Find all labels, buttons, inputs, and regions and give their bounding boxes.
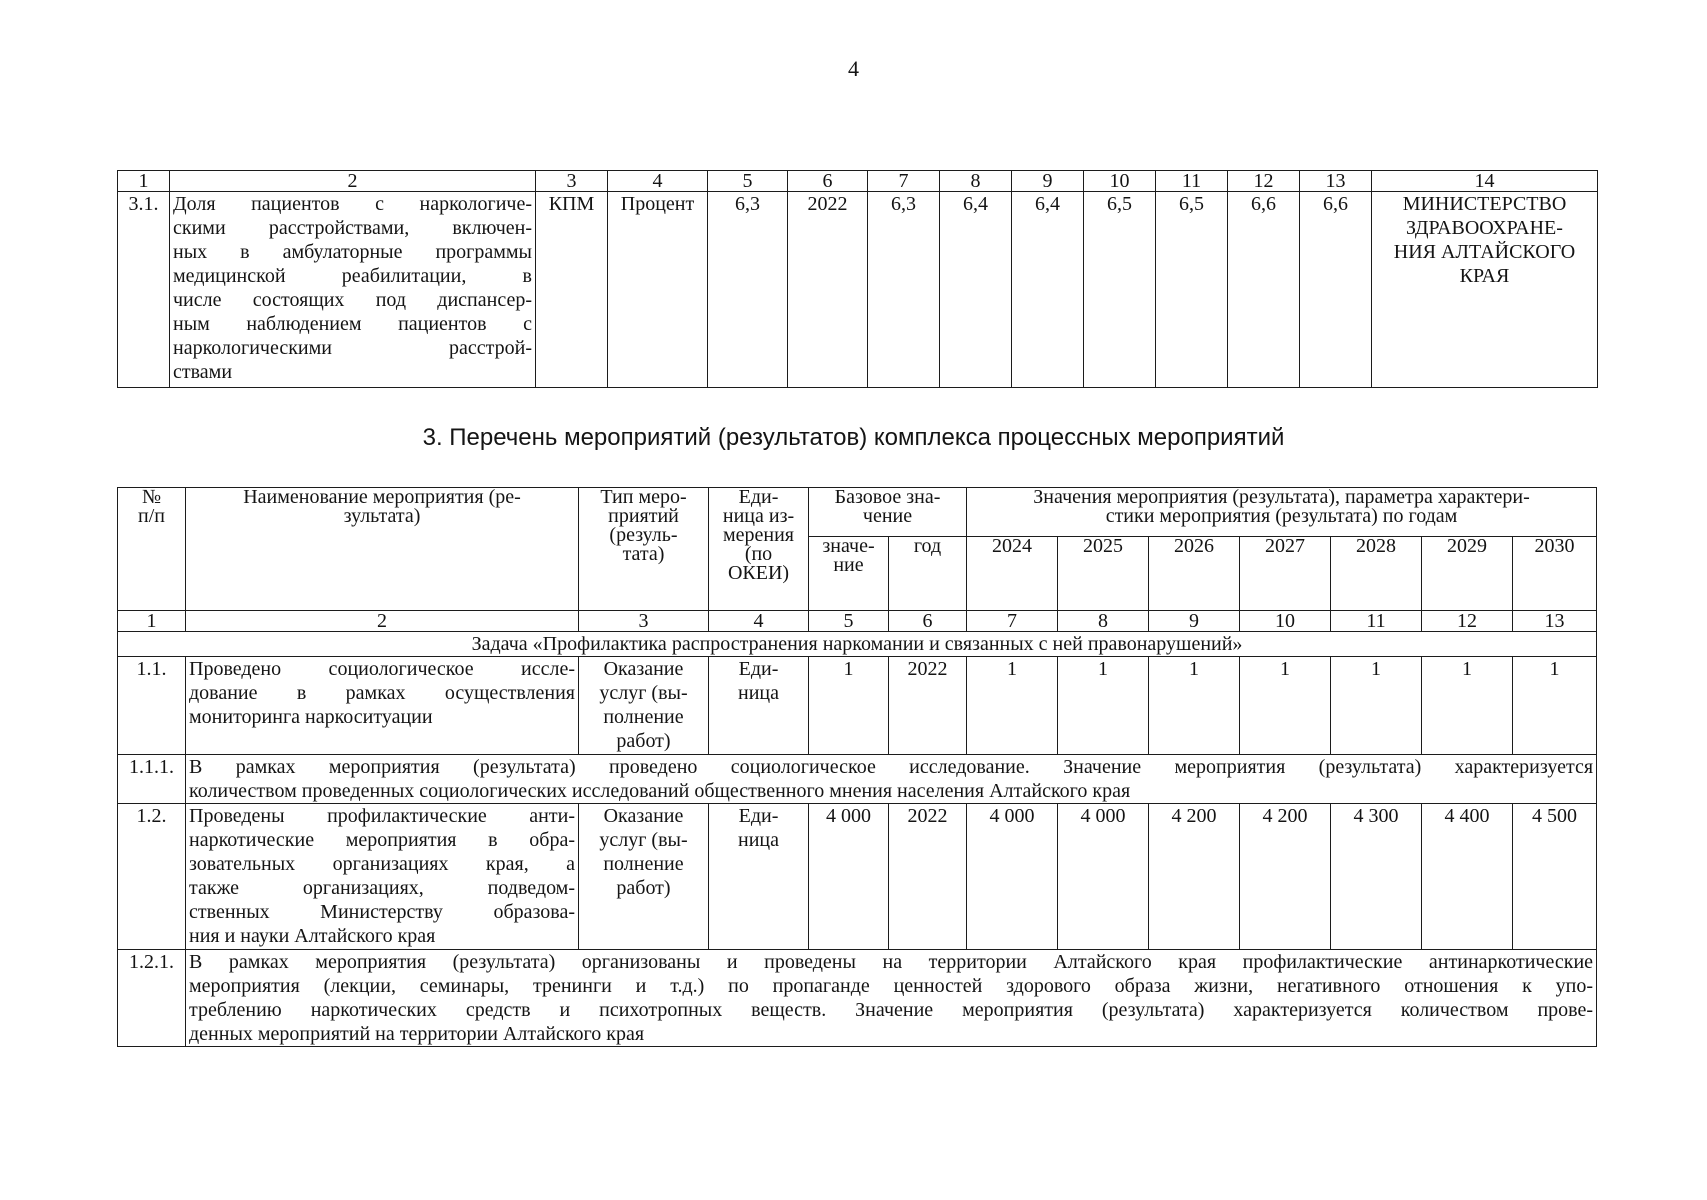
section-title: 3. Перечень мероприятий (результатов) комплекса процессных мероприятий xyxy=(422,424,1285,451)
text-line: Наименование мероприятия (ре- xyxy=(243,487,521,508)
text-line: ЗДРАВООХРАНЕ- xyxy=(1406,217,1563,239)
column-index: 9 xyxy=(1149,611,1240,632)
row-number: 1.1. xyxy=(118,657,186,755)
base-year: 2022 xyxy=(889,804,967,950)
row-number: 1.2. xyxy=(118,804,186,950)
measure-type xyxy=(579,657,709,755)
year-value: 1 xyxy=(1422,657,1513,755)
column-index: 10 xyxy=(1084,171,1156,192)
text-line: наркотические мероприятия в обра- xyxy=(189,829,575,851)
header-year: 2030 xyxy=(1513,537,1597,611)
header-name xyxy=(186,488,579,611)
indicator-name xyxy=(170,192,536,388)
text-line: ница xyxy=(738,682,779,704)
text-line: ствами xyxy=(173,361,233,383)
measure-name xyxy=(186,657,579,755)
text-line: дование в рамках осуществления xyxy=(189,682,575,704)
text-line: мониторинга наркоситуации xyxy=(189,706,433,728)
year-value: 1 xyxy=(1058,657,1149,755)
column-index: 13 xyxy=(1513,611,1597,632)
year-value: 1 xyxy=(1240,657,1331,755)
text-line: № xyxy=(141,487,162,508)
column-index: 9 xyxy=(1012,171,1084,192)
table-row xyxy=(118,192,1598,388)
year-value: 4 400 xyxy=(1422,804,1513,950)
column-index: 1 xyxy=(118,171,170,192)
column-index: 10 xyxy=(1240,611,1331,632)
text-line: наркологическими расстрой- xyxy=(173,337,532,359)
measure-unit xyxy=(709,804,809,950)
header-year: 2027 xyxy=(1240,537,1331,611)
column-index: 3 xyxy=(579,611,709,632)
text-line: значе- xyxy=(822,536,875,557)
text-line: Еди- xyxy=(738,487,779,508)
text-line: также организациях, подведом- xyxy=(189,877,575,899)
text-line: Оказание xyxy=(603,658,684,680)
column-index: 6 xyxy=(788,171,868,192)
text-line: количеством проведенных социологических исследований общественного мнения населения Алтайского края xyxy=(189,780,1131,802)
year-value: 4 500 xyxy=(1513,804,1597,950)
page-number: 4 xyxy=(848,56,859,81)
text-line: чение xyxy=(862,505,913,527)
year-value: 4 000 xyxy=(1058,804,1149,950)
note-text xyxy=(186,755,1597,804)
column-index: 2 xyxy=(170,171,536,192)
column-index: 1 xyxy=(118,611,186,632)
column-index: 11 xyxy=(1156,171,1228,192)
measure-unit xyxy=(709,657,809,755)
text-line: Оказание xyxy=(603,805,684,827)
column-index: 13 xyxy=(1300,171,1372,192)
text-line: мерения xyxy=(722,524,794,546)
header-base-value xyxy=(809,537,889,611)
text-line: скими расстройствами, включен- xyxy=(173,217,532,239)
year-value: 6,5 xyxy=(1156,192,1228,388)
task-title: Задача «Профилактика распространения наркомании и связанных с ней правонарушений» xyxy=(118,632,1597,657)
year-value: 6,6 xyxy=(1228,192,1300,388)
column-index: 12 xyxy=(1422,611,1513,632)
text-line: зультата) xyxy=(343,505,421,527)
base-year: 2022 xyxy=(788,192,868,388)
text-line: ных в амбулаторные программы xyxy=(173,241,532,263)
column-index: 8 xyxy=(940,171,1012,192)
text-line: тата) xyxy=(622,543,665,565)
text-line: КРАЯ xyxy=(1459,265,1510,287)
year-value: 4 200 xyxy=(1240,804,1331,950)
column-index: 7 xyxy=(868,171,940,192)
column-index: 12 xyxy=(1228,171,1300,192)
header-base xyxy=(809,488,967,537)
text-line: ния и науки Алтайского края xyxy=(189,925,436,947)
text-line: мероприятия (лекции, семинары, тренинги и т.д.) по пропаганде ценностей здорового образа жизни, негативного отношения к упо- xyxy=(189,975,1594,997)
text-line: работ) xyxy=(616,877,671,899)
text-line: денных мероприятий на территории Алтайского края xyxy=(189,1023,645,1045)
year-value: 6,6 xyxy=(1300,192,1372,388)
text-line: МИНИСТЕРСТВО xyxy=(1402,193,1567,215)
text-line: НИЯ АЛТАЙСКОГО xyxy=(1393,241,1576,263)
text-line: п/п xyxy=(138,505,165,527)
header-year: 2026 xyxy=(1149,537,1240,611)
table-row xyxy=(118,804,1597,950)
text-line: В рамках мероприятия (результата) проведено социологическое исследование. Значение мероприятия (результата) характеризуется xyxy=(189,756,1594,778)
header-year: 2024 xyxy=(967,537,1058,611)
note-text xyxy=(186,950,1597,1047)
column-index: 5 xyxy=(809,611,889,632)
note-row xyxy=(118,755,1597,804)
text-line: зовательных организациях края, а xyxy=(189,853,575,875)
column-index: 2 xyxy=(186,611,579,632)
header-year: 2029 xyxy=(1422,537,1513,611)
text-line: числе состоящих под диспансер- xyxy=(173,289,532,311)
text-line: ние xyxy=(833,554,864,576)
text-line: Значения мероприятия (результата), параметра характери- xyxy=(1033,487,1530,508)
indicator-unit: Процент xyxy=(608,192,708,388)
indicators-table xyxy=(117,170,1598,388)
measure-type xyxy=(579,804,709,950)
year-value: 6,4 xyxy=(940,192,1012,388)
note-number: 1.2.1. xyxy=(118,950,186,1047)
text-line: ница xyxy=(738,829,779,851)
year-value: 6,3 xyxy=(868,192,940,388)
base-value: 6,3 xyxy=(708,192,788,388)
text-line: стики мероприятия (результата) по годам xyxy=(1105,505,1458,527)
text-line: работ) xyxy=(616,730,671,752)
table-row xyxy=(118,657,1597,755)
text-line: Базовое зна- xyxy=(834,487,941,508)
text-line: Доля пациентов с наркологиче- xyxy=(173,193,532,215)
header-unit xyxy=(709,488,809,611)
text-line: Еди- xyxy=(738,805,779,827)
year-value: 4 200 xyxy=(1149,804,1240,950)
base-value: 1 xyxy=(809,657,889,755)
header-year: 2028 xyxy=(1331,537,1422,611)
header-number xyxy=(118,488,186,611)
year-value: 1 xyxy=(1331,657,1422,755)
column-index: 14 xyxy=(1372,171,1598,192)
header-year: 2025 xyxy=(1058,537,1149,611)
column-index: 4 xyxy=(709,611,809,632)
base-value: 4 000 xyxy=(809,804,889,950)
measures-table xyxy=(117,487,1597,1047)
year-value: 6,5 xyxy=(1084,192,1156,388)
measure-name xyxy=(186,804,579,950)
column-index: 7 xyxy=(967,611,1058,632)
text-line: ница из- xyxy=(722,505,795,527)
indicator-kind: КПМ xyxy=(536,192,608,388)
text-line: (по xyxy=(744,543,773,565)
text-line: Тип меро- xyxy=(600,487,687,508)
header-base-year: год xyxy=(889,537,967,611)
column-index: 5 xyxy=(708,171,788,192)
text-line: приятий xyxy=(608,505,679,527)
year-value: 1 xyxy=(1149,657,1240,755)
year-value: 1 xyxy=(967,657,1058,755)
header-row xyxy=(118,488,1597,537)
text-line: услуг (вы- xyxy=(599,829,688,851)
year-value: 6,4 xyxy=(1012,192,1084,388)
text-line: полнение xyxy=(603,706,684,728)
header-values xyxy=(967,488,1597,537)
header-type xyxy=(579,488,709,611)
task-row xyxy=(118,632,1597,657)
year-value: 4 300 xyxy=(1331,804,1422,950)
note-row xyxy=(118,950,1597,1047)
text-line: полнение xyxy=(603,853,684,875)
year-value: 1 xyxy=(1513,657,1597,755)
text-line: Проведено социологическое иссле- xyxy=(189,658,575,680)
text-line: (резуль- xyxy=(609,524,678,546)
base-year: 2022 xyxy=(889,657,967,755)
responsible-body xyxy=(1372,192,1598,388)
column-index: 8 xyxy=(1058,611,1149,632)
text-line: медицинской реабилитации, в xyxy=(173,265,532,287)
column-index: 11 xyxy=(1331,611,1422,632)
column-index: 3 xyxy=(536,171,608,192)
column-index: 6 xyxy=(889,611,967,632)
column-index: 4 xyxy=(608,171,708,192)
text-line: ОКЕИ) xyxy=(727,562,790,584)
column-index-row xyxy=(118,171,1598,192)
text-line: треблению наркотических средств и психотропных веществ. Значение мероприятия (результата) характеризуется количеством прове- xyxy=(189,999,1594,1021)
text-line: услуг (вы- xyxy=(599,682,688,704)
row-number: 3.1. xyxy=(118,192,170,388)
text-line: ным наблюдением пациентов с xyxy=(173,313,532,335)
note-number: 1.1.1. xyxy=(118,755,186,804)
year-value: 4 000 xyxy=(967,804,1058,950)
text-line: Еди- xyxy=(738,658,779,680)
text-line: Проведены профилактические анти- xyxy=(189,805,575,827)
column-index-row xyxy=(118,611,1597,632)
text-line: ственных Министерству образова- xyxy=(189,901,575,923)
text-line: В рамках мероприятия (результата) организованы и проведены на территории Алтайского края профилактические антинаркотические xyxy=(189,951,1594,973)
